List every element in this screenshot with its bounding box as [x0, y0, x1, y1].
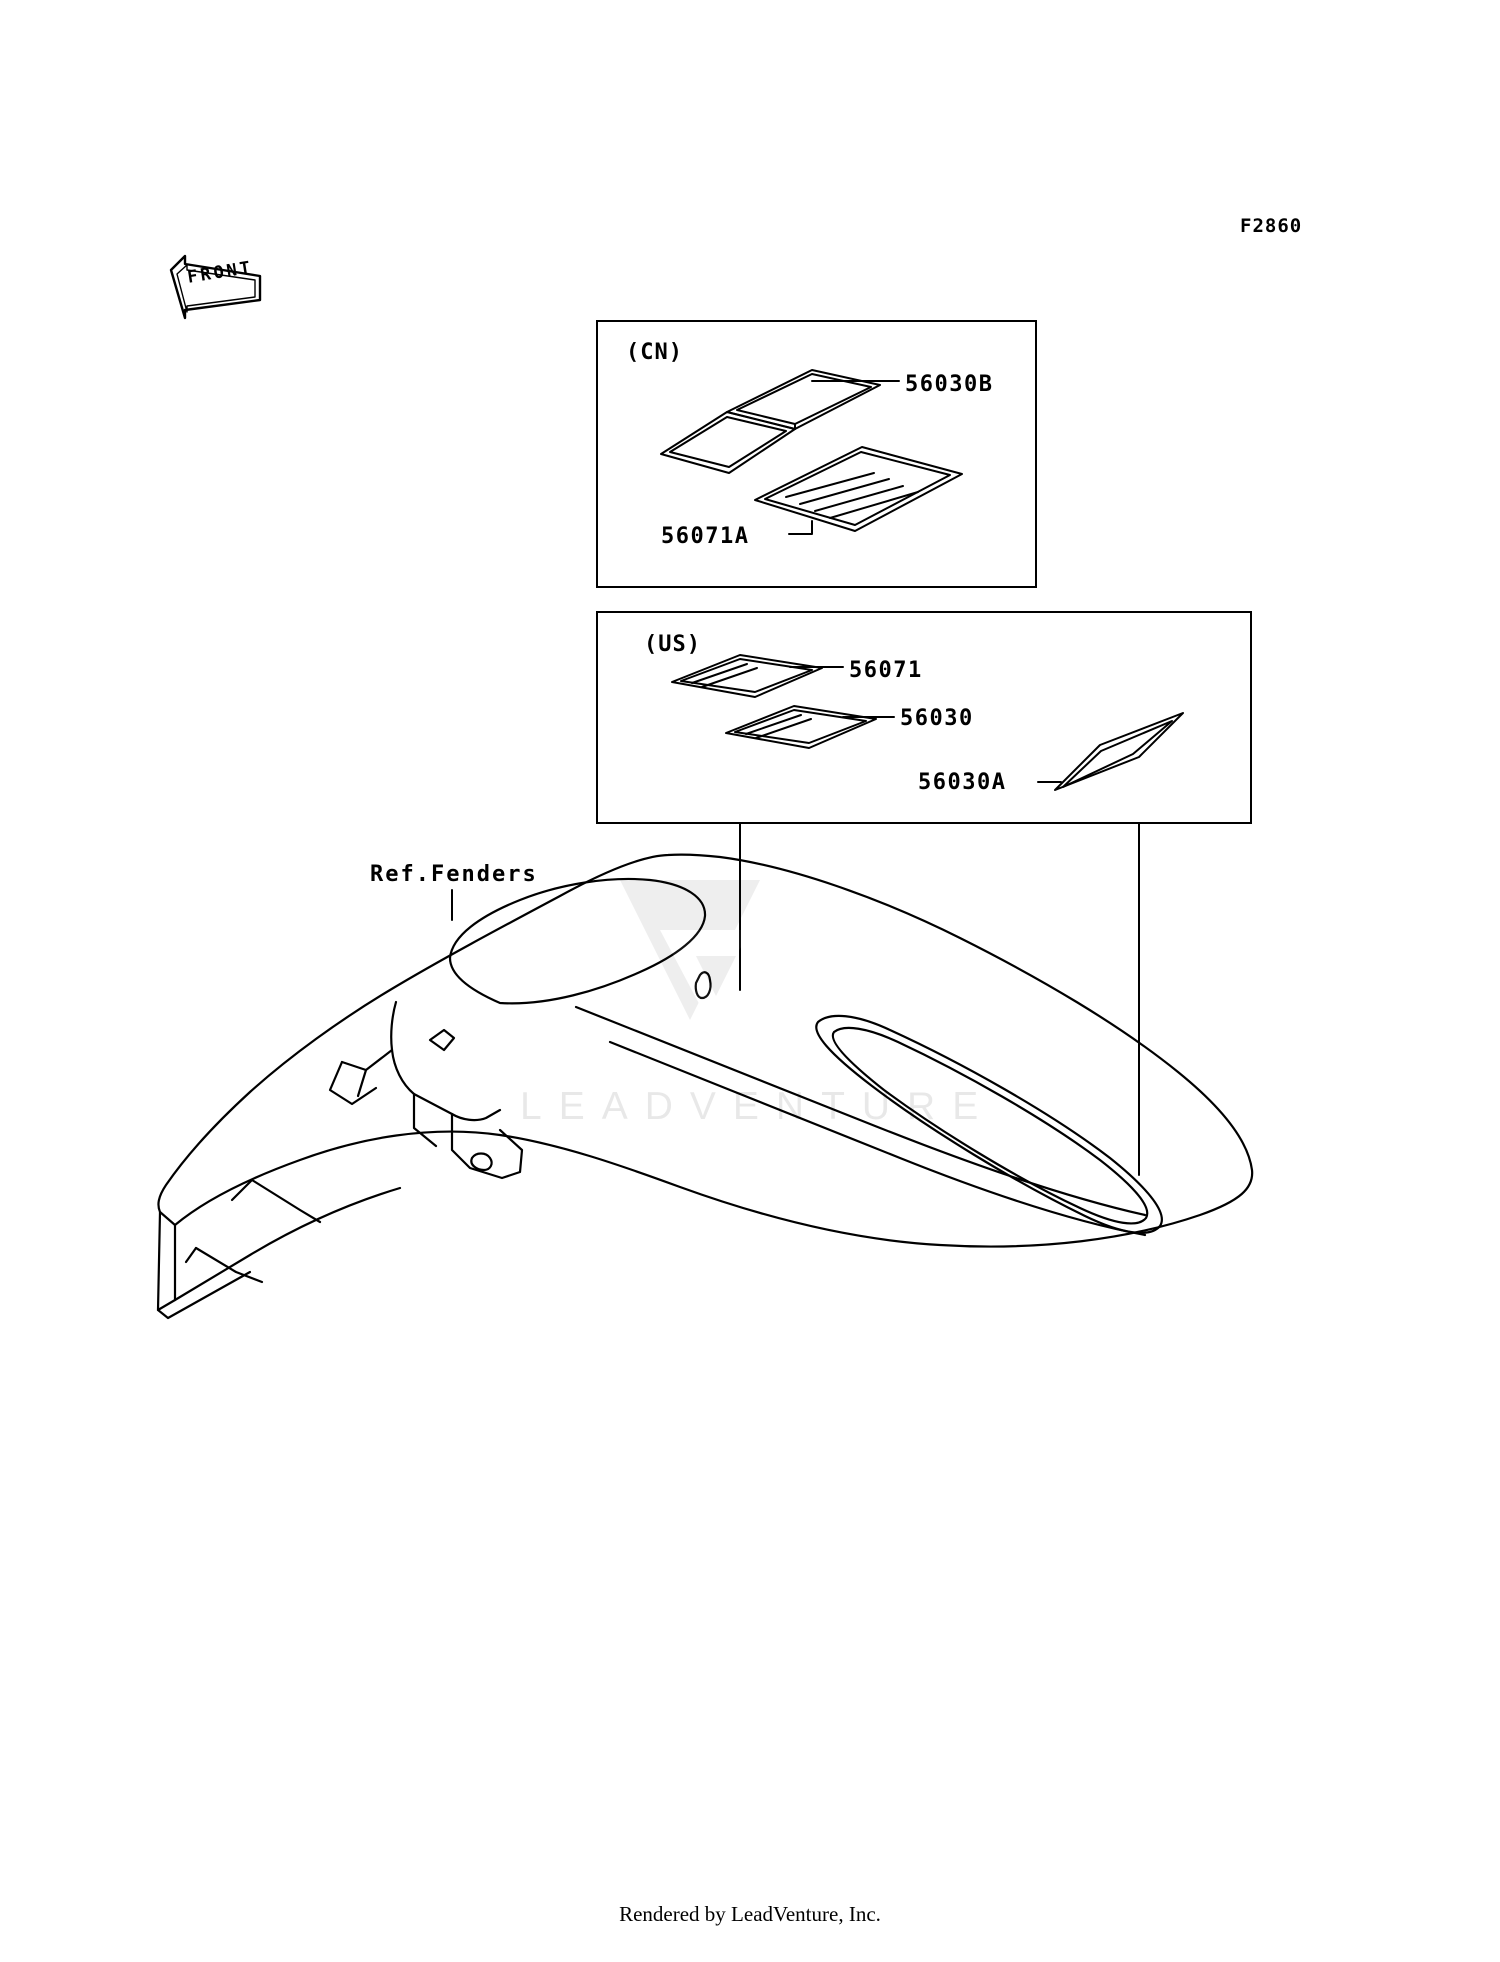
callout-56071: 56071 [849, 658, 923, 683]
footer-credit: Rendered by LeadVenture, Inc. [619, 1902, 881, 1926]
callout-56071a: 56071A [661, 524, 750, 549]
figure-code: F2860 [1240, 215, 1303, 237]
callout-56030: 56030 [900, 706, 974, 731]
front-label: FRONT [186, 257, 255, 288]
region-label-us: (US) [644, 632, 701, 657]
region-label-cn: (CN) [626, 340, 683, 365]
front-direction-icon [163, 248, 268, 320]
callout-56030a: 56030A [918, 770, 1007, 795]
watermark-text: LEADVENTURE [520, 1085, 996, 1128]
callout-ref-fenders: Ref.Fenders [370, 862, 538, 887]
callout-56030b: 56030B [905, 372, 994, 397]
